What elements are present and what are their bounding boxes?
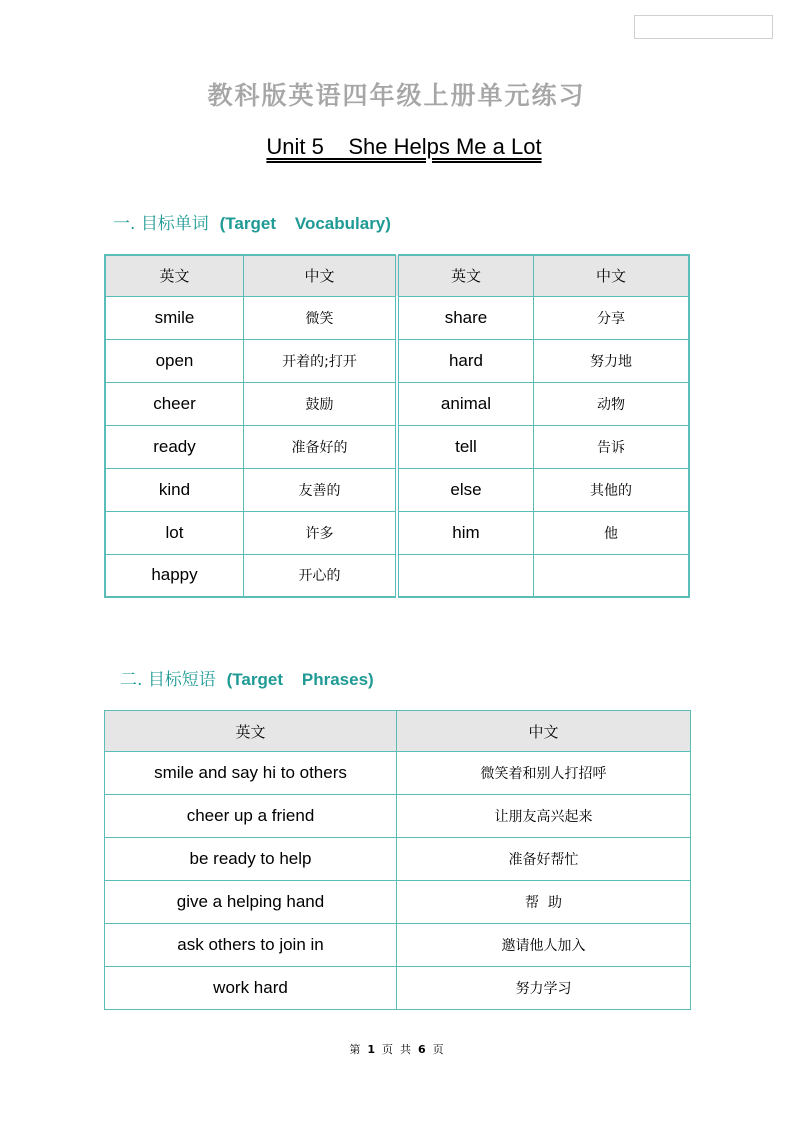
- phrase-chinese: 让朋友高兴起来: [397, 795, 691, 838]
- section-heading-phrases: [120, 668, 374, 692]
- vocab-english: else: [397, 468, 533, 511]
- column-header-english: 英文: [105, 711, 397, 752]
- vocab-chinese: 准备好的: [243, 425, 397, 468]
- table-row: [105, 795, 691, 838]
- section-heading-vocabulary: [113, 212, 391, 236]
- page-total: 6: [418, 1043, 426, 1056]
- phrases-table: [104, 710, 691, 1010]
- page-footer: [0, 1041, 793, 1057]
- column-header-english: 英文: [397, 255, 533, 296]
- table-row: [105, 554, 689, 597]
- phrase-english: be ready to help: [105, 838, 397, 881]
- vocab-chinese: 动物: [533, 382, 689, 425]
- vocab-chinese: 微笑: [243, 296, 397, 339]
- column-header-chinese: 中文: [397, 711, 691, 752]
- table-header-row: [105, 255, 689, 296]
- vocab-chinese: 努力地: [533, 339, 689, 382]
- section-title-zh: 目标短语: [147, 670, 216, 690]
- footer-prefix: 第: [349, 1043, 361, 1056]
- vocab-english: open: [105, 339, 243, 382]
- section-number: 二.: [120, 670, 143, 690]
- vocab-english: happy: [105, 554, 243, 597]
- vocab-english: ready: [105, 425, 243, 468]
- table-row: [105, 924, 691, 967]
- vocabulary-table: [104, 254, 690, 598]
- vocab-chinese: 友善的: [243, 468, 397, 511]
- phrase-chinese: 帮 助: [397, 881, 691, 924]
- section-title-en: (Target Phrases): [226, 670, 374, 689]
- document-title: 教科版英语四年级上册单元练习: [207, 81, 586, 110]
- phrase-english: ask others to join in: [105, 924, 397, 967]
- column-header-chinese: 中文: [243, 255, 397, 296]
- vocab-english: him: [397, 511, 533, 554]
- vocab-chinese: 其他的: [533, 468, 689, 511]
- phrase-english: cheer up a friend: [105, 795, 397, 838]
- vocab-chinese: 鼓励: [243, 382, 397, 425]
- column-header-english: 英文: [105, 255, 243, 296]
- vocab-english: smile: [105, 296, 243, 339]
- column-header-chinese: 中文: [533, 255, 689, 296]
- phrase-english: work hard: [105, 967, 397, 1010]
- table-row: [105, 425, 689, 468]
- vocab-chinese: 开心的: [243, 554, 397, 597]
- vocab-chinese: 开着的;打开: [243, 339, 397, 382]
- phrase-chinese: 努力学习: [397, 967, 691, 1010]
- table-row: [105, 967, 691, 1010]
- vocab-english: tell: [397, 425, 533, 468]
- table-row: [105, 382, 689, 425]
- phrase-english: give a helping hand: [105, 881, 397, 924]
- header-box: [634, 15, 773, 39]
- vocab-chinese: 他: [533, 511, 689, 554]
- vocab-english: cheer: [105, 382, 243, 425]
- vocab-english: lot: [105, 511, 243, 554]
- table-row: [105, 881, 691, 924]
- section-title-en: (Target Vocabulary): [219, 214, 391, 233]
- phrase-chinese: 准备好帮忙: [397, 838, 691, 881]
- vocab-english: kind: [105, 468, 243, 511]
- table-row: [105, 339, 689, 382]
- footer-suffix: 页: [432, 1043, 444, 1056]
- unit-title: Unit 5 She Helps Me a Lot: [266, 134, 542, 159]
- phrase-english: smile and say hi to others: [105, 752, 397, 795]
- page-number: 1: [367, 1043, 375, 1056]
- vocab-english: [397, 554, 533, 597]
- section-title-zh: 目标单词: [140, 214, 209, 234]
- vocab-english: share: [397, 296, 533, 339]
- table-row: [105, 296, 689, 339]
- vocab-chinese: 分享: [533, 296, 689, 339]
- phrase-chinese: 邀请他人加入: [397, 924, 691, 967]
- vocab-english: animal: [397, 382, 533, 425]
- phrase-chinese: 微笑着和别人打招呼: [397, 752, 691, 795]
- table-row: [105, 752, 691, 795]
- footer-middle: 页 共: [382, 1043, 411, 1056]
- table-header-row: [105, 711, 691, 752]
- vocab-chinese: [533, 554, 689, 597]
- vocab-english: hard: [397, 339, 533, 382]
- table-row: [105, 468, 689, 511]
- vocab-chinese: 告诉: [533, 425, 689, 468]
- section-number: 一.: [113, 214, 136, 234]
- vocab-chinese: 许多: [243, 511, 397, 554]
- table-row: [105, 838, 691, 881]
- table-row: [105, 511, 689, 554]
